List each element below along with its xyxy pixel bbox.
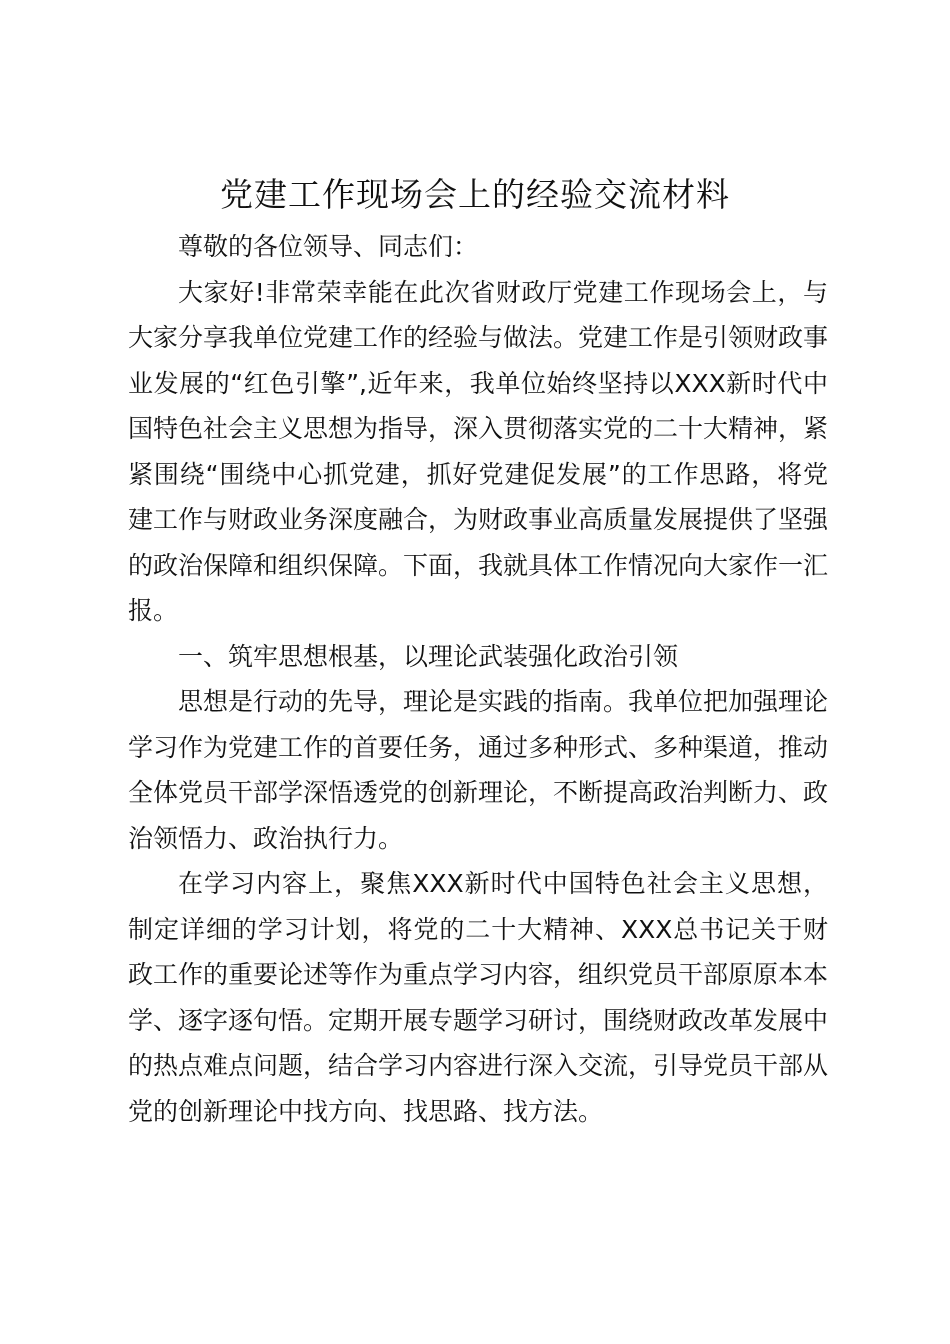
section-heading: 一、筑牢思想根基，以理论武装强化政治引领	[178, 641, 679, 671]
body-paragraph: 思想是行动的先导，理论是实践的指南。我单位把加强理论学习作为党建工作的首要任务，通过多种形式、多种渠道，推动全体党员干部学深悟透党的创新理论，不断提高政治判断力、政治领悟力、政治执行力。	[128, 687, 829, 853]
intro-paragraph: 大家好!非常荣幸能在此次省财政厅党建工作现场会上，与大家分享我单位党建工作的经验与做法。党建工作是引领财政事业发展的“红色引擎”,近年来，我单位始终坚持以XXX新时代中国特色社会主义思想为指导，深入贯彻落实党的二十大精神，紧紧围绕“围绕中心抓党建，抓好党建促发展”的工作思路，将党建工作与财政业务深度融合，为财政事业高质量发展提供了坚强的政治保障和组织保障。下面，我就具体工作情况向大家作一汇报。	[128, 277, 829, 625]
salutation: 尊敬的各位领导、同志们：	[178, 232, 479, 261]
document-title: 党建工作现场会上的经验交流材料	[220, 175, 730, 214]
body-paragraph: 在学习内容上，聚焦XXX新时代中国特色社会主义思想，制定详细的学习计划，将党的二十大精神、XXX总书记关于财政工作的重要论述等作为重点学习内容，组织党员干部原原本本学、逐字逐句悟。定期开展专题学习研讨，围绕财政改革发展中的热点难点问题，结合学习内容进行深入交流，引导党员干部从党的创新理论中找方向、找思路、找方法。	[128, 869, 829, 1126]
document-body	[128, 224, 828, 1134]
